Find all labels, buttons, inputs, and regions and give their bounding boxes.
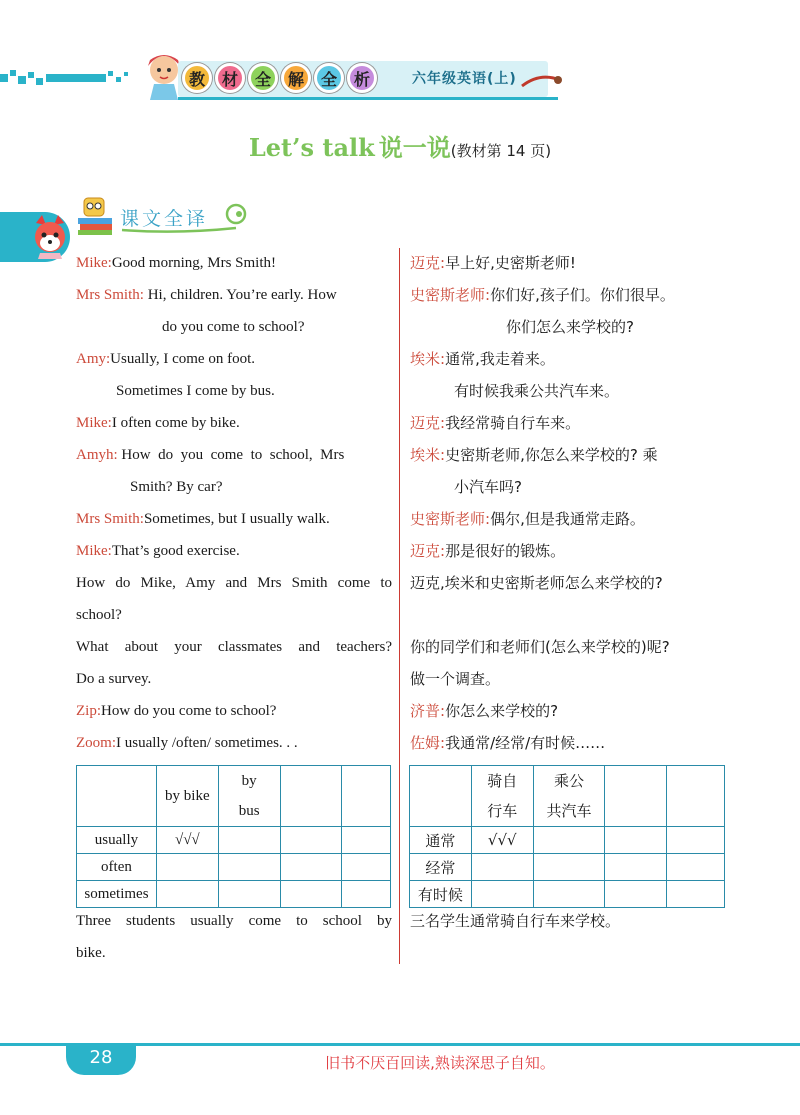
table-row-label: usually [77, 827, 157, 854]
dialogue-line [76, 508, 330, 530]
speaker-colon: : [111, 735, 117, 751]
table-row [410, 827, 725, 854]
speaker-name: Mrs Smith [76, 287, 140, 303]
dialogue-line [76, 252, 276, 274]
table-cell [410, 766, 472, 827]
dialogue-line [76, 540, 240, 562]
table-cell [533, 827, 605, 854]
header-badges [182, 63, 377, 93]
footer-motto: 旧书不厌百回读,熟读深思子自知。 [325, 1054, 555, 1072]
table-cell [218, 854, 280, 881]
table-cell [280, 766, 342, 827]
dialogue-text: 小汽车吗? [454, 478, 522, 496]
speaker-colon: : [113, 447, 122, 463]
table-cell [605, 827, 667, 854]
table-row-label: sometimes [77, 881, 157, 908]
survey-table-chinese [409, 765, 725, 908]
question-line: How do Mike, Amy and Mrs Smith come to [76, 575, 392, 591]
table-check-cell [471, 881, 533, 908]
table-row-label: 通常 [410, 827, 472, 854]
table-cell [667, 766, 725, 827]
table-cell [342, 827, 391, 854]
survey-table-english [76, 765, 391, 908]
dialogue-text: 有时候我乘公共汽车来。 [454, 382, 620, 400]
dialogue-line [410, 508, 645, 530]
speaker-colon: : [485, 286, 491, 304]
speaker-name: 史密斯老师 [410, 286, 486, 304]
header-badge: 解 [281, 63, 311, 93]
speaker-colon: : [139, 511, 144, 527]
dialogue-text: 通常,我走着来。 [445, 350, 555, 368]
speaker-name: Zip [76, 703, 97, 719]
dialogue-text: Sometimes, but I usually walk. [143, 511, 330, 527]
table-row [77, 854, 391, 881]
speaker-colon: : [107, 543, 112, 559]
dialogue-text: Good morning, Mrs Smith! [111, 255, 277, 271]
dialogue-line [410, 252, 576, 274]
table-cell [605, 766, 667, 827]
table-header-cell: by bike [156, 766, 218, 827]
instruction-line: Do a survey. [76, 671, 152, 687]
instruction-line: 做一个调查。 [410, 670, 501, 688]
dialogue-text: 我经常骑自行车来。 [445, 414, 581, 432]
dialogue-line [454, 476, 522, 498]
table-cell [218, 827, 280, 854]
table-cell [77, 766, 157, 827]
dialogue-line [116, 380, 275, 402]
dialogue-line [76, 732, 298, 754]
speaker-colon: : [440, 542, 446, 560]
speaker-name: 埃米 [410, 446, 441, 464]
dialogue-text: Smith? By car? [130, 479, 223, 495]
dialogue-line [410, 348, 555, 370]
speaker-name: Mike [76, 255, 108, 271]
dialogue-line [130, 476, 222, 498]
summary-line: Three students usually come to school by [76, 913, 392, 929]
dialogue-text: 那是很好的锻炼。 [445, 542, 566, 560]
dialogue-line [454, 380, 619, 402]
table-check-cell: √√√ [156, 827, 218, 854]
dialogue-line [410, 444, 658, 466]
speaker-name: Mrs Smith [76, 511, 140, 527]
speaker-colon: : [107, 415, 112, 431]
table-cell [342, 854, 391, 881]
dialogue-line [410, 540, 565, 562]
question-line: 迈克,埃米和史密斯老师怎么来学校的? [410, 574, 663, 592]
speaker-name: Mike [76, 543, 108, 559]
header-banner-line [178, 97, 558, 100]
table-cell [667, 854, 725, 881]
dialogue-line [76, 700, 276, 722]
table-check-cell: √√√ [471, 827, 533, 854]
speaker-colon: : [440, 446, 446, 464]
table-cell [342, 766, 391, 827]
dialogue-text: 史密斯老师,你怎么来学校的? 乘 [445, 446, 658, 464]
fox-face-icon [30, 213, 70, 259]
dialogue-text: 偶尔,但是我通常走路。 [490, 510, 645, 528]
dialogue-text: 早上好,史密斯老师! [445, 254, 576, 272]
dialogue-text: 你们怎么来学校的? [506, 318, 634, 336]
dialogue-line [76, 284, 337, 306]
dialogue-text: How do you come to school, Mrs [121, 447, 345, 463]
table-cell [280, 881, 342, 908]
page-number: 28 [89, 1047, 113, 1068]
speaker-name: Amyh [76, 447, 114, 463]
table-cell [533, 881, 605, 908]
swoosh-icon [520, 70, 565, 90]
table-row [77, 881, 391, 908]
table-row-label: 经常 [410, 854, 472, 881]
table-header-cell [218, 766, 280, 827]
summary-line: bike. [76, 945, 106, 961]
speaker-name: 佐姆 [410, 734, 441, 752]
speaker-colon: : [440, 350, 446, 368]
speaker-colon: : [96, 703, 102, 719]
table-header-cell [471, 766, 533, 827]
section-title: 课文全译 [120, 208, 209, 230]
dialogue-line [506, 316, 634, 338]
dialogue-line [410, 732, 605, 754]
header-subtitle: 六年级英语(上) [412, 71, 517, 87]
dialogue-text: do you come to school? [162, 319, 305, 335]
dialogue-line [76, 444, 344, 466]
table-row [410, 854, 725, 881]
speaker-colon: : [139, 287, 148, 303]
speaker-colon: : [440, 414, 446, 432]
speaker-colon: : [106, 351, 111, 367]
dialogue-text: 我通常/经常/有时候…… [445, 734, 606, 752]
table-cell [342, 881, 391, 908]
dialogue-text: Sometimes I come by bus. [116, 383, 275, 399]
decorative-squares-icon [0, 68, 160, 88]
table-check-cell [156, 881, 218, 908]
table-row-label: 有时候 [410, 881, 472, 908]
dialogue-line [76, 412, 240, 434]
speaker-name: 迈克 [410, 254, 441, 272]
speaker-colon: : [485, 510, 491, 528]
table-cell [280, 854, 342, 881]
dialogue-text: 你们好,孩子们。你们很早。 [490, 286, 675, 304]
title-main: Let’s talk [248, 133, 375, 162]
dialogue-text: 你怎么来学校的? [445, 702, 559, 720]
table-cell [280, 827, 342, 854]
table-header-text: bus [238, 803, 260, 819]
header-badge: 全 [248, 63, 278, 93]
table-check-cell [471, 854, 533, 881]
table-header-text: 行车 [487, 802, 518, 820]
dialogue-text: I often come by bike. [111, 415, 240, 431]
table-row [77, 827, 391, 854]
table-cell [533, 854, 605, 881]
dialogue-text: Hi, children. You’re early. How [147, 287, 337, 303]
dialogue-line [76, 348, 255, 370]
table-cell [605, 854, 667, 881]
speaker-name: 埃米 [410, 350, 441, 368]
speaker-name: 迈克 [410, 414, 441, 432]
speaker-colon: : [440, 734, 446, 752]
dialogue-text: How do you come to school? [101, 703, 277, 719]
speaker-name: Amy [76, 351, 106, 367]
header-badge: 材 [215, 63, 245, 93]
header-badge: 全 [314, 63, 344, 93]
dialogue-text: Usually, I come on foot. [110, 351, 256, 367]
table-row [410, 881, 725, 908]
summary-line: 三名学生通常骑自行车来学校。 [410, 912, 621, 930]
title-page-reference: (教材第 14 页) [450, 142, 552, 160]
speaker-colon: : [440, 702, 446, 720]
dialogue-text: I usually /often/ sometimes. . . [116, 735, 298, 751]
header-badge: 析 [347, 63, 377, 93]
table-cell [667, 881, 725, 908]
table-row-label: often [77, 854, 157, 881]
table-cell [667, 827, 725, 854]
page-header [0, 0, 800, 110]
question-line: school? [76, 607, 122, 623]
table-header-text: 骑自 [487, 772, 518, 790]
speaker-name: 济普 [410, 702, 441, 720]
question-line: What about your classmates and teachers? [76, 639, 392, 655]
table-header-text: by [241, 773, 257, 789]
table-header-row [410, 766, 725, 827]
dialogue-line [410, 284, 675, 306]
speaker-colon: : [440, 254, 446, 272]
question-line: 你的同学们和老师们(怎么来学校的)呢? [410, 638, 670, 656]
table-check-cell [156, 854, 218, 881]
dialogue-text: That’s good exercise. [111, 543, 240, 559]
speaker-name: Zoom [76, 735, 112, 751]
table-header-row [77, 766, 391, 827]
speaker-colon: : [107, 255, 112, 271]
column-divider [399, 248, 400, 964]
page-title [0, 128, 800, 163]
table-cell [605, 881, 667, 908]
dialogue-line [410, 700, 558, 722]
speaker-name: 迈克 [410, 542, 441, 560]
table-header-text: 共汽车 [546, 802, 592, 820]
speaker-name: Mike [76, 415, 108, 431]
table-cell [218, 881, 280, 908]
header-badge: 教 [182, 63, 212, 93]
dialogue-line [162, 316, 304, 338]
speaker-name: 史密斯老师 [410, 510, 486, 528]
robot-books-icon [74, 196, 118, 236]
table-header-text: 乘公 [554, 772, 585, 790]
table-header-cell [533, 766, 605, 827]
title-chinese: 说一说 [378, 134, 451, 162]
dialogue-line [410, 412, 580, 434]
